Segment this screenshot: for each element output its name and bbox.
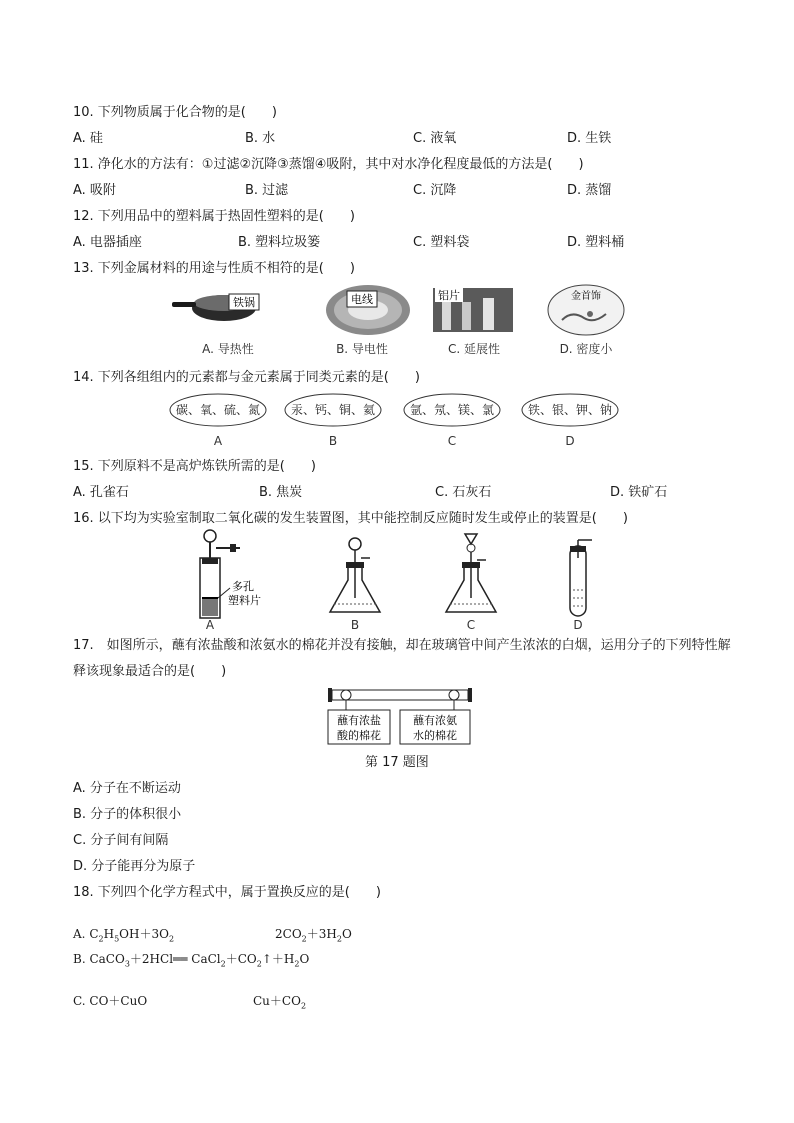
jewelry-label: 金首饰 xyxy=(571,291,601,302)
wok-image xyxy=(172,294,259,321)
q14-letter-d: D xyxy=(565,434,575,448)
q16-letter-a: A xyxy=(205,618,215,632)
wok-label: 铁锅 xyxy=(233,296,255,309)
q17-right-box-line-2: 水的棉花 xyxy=(413,729,457,742)
q15-option-b[interactable]: B. 焦炭 xyxy=(259,485,303,500)
q13-caption-b: B. 导电性 xyxy=(336,342,388,356)
q12-option-d[interactable]: D. 塑料桶 xyxy=(567,235,625,250)
q14-group-c: 氩、氖、镁、氯 xyxy=(409,403,495,417)
q14-letter-c: C xyxy=(447,434,457,448)
q17-option-d[interactable]: D. 分子能再分为原子 xyxy=(73,859,196,874)
q17-figure xyxy=(326,684,476,746)
q14-letter-a: A xyxy=(213,434,223,448)
q18-option-a-products: $2CO_2+3H_2O$ xyxy=(275,927,352,944)
q15-option-d[interactable]: D. 铁矿石 xyxy=(610,485,668,500)
question-10-stem: 10. 下列物质属于化合物的是( ) xyxy=(73,105,277,120)
aluminum-label: 铝片 xyxy=(438,289,460,302)
question-12-stem: 12. 下列用品中的塑料属于热固性塑料的是( ) xyxy=(73,209,355,224)
q14-figure xyxy=(168,390,628,450)
q14-group-a: 碳、氧、硫、氮 xyxy=(175,403,261,417)
question-13-stem: 13. 下列金属材料的用途与性质不相符的是( ) xyxy=(73,261,355,276)
q11-option-b[interactable]: B. 过滤 xyxy=(245,183,289,198)
q17-option-c[interactable]: C. 分子间有间隔 xyxy=(73,833,169,848)
q13-caption-c: C. 延展性 xyxy=(447,342,501,356)
question-17-stem: 17. 如图所示，蘸有浓盐酸和浓氨水的棉花并没有接触，却在玻璃管中间产生浓浓的白烟，运用分子的下列特性解释该现象最适合的是( ) xyxy=(73,638,731,679)
porous-plate-label-1: 多孔 xyxy=(232,580,254,593)
q17-option-b[interactable]: B. 分子的体积很小 xyxy=(73,807,182,822)
q13-caption-d: D. 密度小 xyxy=(559,342,613,356)
gold-jewelry-image xyxy=(548,285,624,335)
q11-option-d[interactable]: D. 蒸馏 xyxy=(567,183,612,198)
question-14-stem: 14. 下列各组组内的元素都与金元素属于同类元素的是( ) xyxy=(73,370,420,385)
question-16-stem: 16. 以下均为实验室制取二氧化碳的发生装置图，其中能控制反应随时发生或停止的装置是( ) xyxy=(73,511,628,526)
apparatus-d xyxy=(570,540,592,616)
q10-option-d[interactable]: D. 生铁 xyxy=(567,131,612,146)
aluminum-foil-image xyxy=(433,288,513,332)
q10-option-a[interactable]: A. 硅 xyxy=(73,131,103,146)
q15-option-a[interactable]: A. 孔雀石 xyxy=(73,485,129,500)
q18-option-b[interactable]: B. CaCO$_3$＋2HCl══ $CaCl_2+CO_2↑+H_2O$ xyxy=(73,952,310,969)
q17-left-box-line-1: 蘸有浓盐 xyxy=(337,714,381,727)
q10-option-b[interactable]: B. 水 xyxy=(245,131,276,146)
q12-option-b[interactable]: B. 塑料垃圾篓 xyxy=(238,235,321,250)
q11-option-a[interactable]: A. 吸附 xyxy=(73,183,116,198)
q16-letter-d: D xyxy=(573,618,583,632)
q18-option-c[interactable]: C. CO＋CuO xyxy=(73,994,148,1008)
q15-option-c[interactable]: C. 石灰石 xyxy=(435,485,492,500)
q16-letter-c: C xyxy=(466,618,476,632)
q14-group-b: 汞、钙、铜、氦 xyxy=(290,403,376,417)
q13-figure xyxy=(170,282,640,360)
apparatus-c xyxy=(446,534,496,612)
q13-caption-a: A. 导热性 xyxy=(202,342,254,356)
q12-option-c[interactable]: C. 塑料袋 xyxy=(413,235,470,250)
q17-option-a[interactable]: A. 分子在不断运动 xyxy=(73,781,181,796)
q17-left-box-line-2: 酸的棉花 xyxy=(337,729,381,742)
wire-label: 电线 xyxy=(351,293,373,306)
q11-option-c[interactable]: C. 沉降 xyxy=(413,183,457,198)
porous-plate-label-2: 塑料片 xyxy=(228,594,261,607)
q17-figure-caption: 第 17 题图 xyxy=(365,755,429,770)
q18-option-a[interactable]: A. $C_2H_5OH+3O_2$ xyxy=(73,927,175,944)
q14-letter-b: B xyxy=(328,434,338,448)
q16-figure xyxy=(180,528,610,632)
apparatus-b xyxy=(330,538,380,612)
wire-coil-image xyxy=(326,285,410,335)
q12-option-a[interactable]: A. 电器插座 xyxy=(73,235,142,250)
apparatus-a xyxy=(200,530,261,618)
question-18-stem: 18. 下列四个化学方程式中，属于置换反应的是( ) xyxy=(73,885,381,900)
q18-option-c-products: $Cu+CO_2$ xyxy=(253,994,307,1011)
question-15-stem: 15. 下列原料不是高炉炼铁所需的是( ) xyxy=(73,459,316,474)
q16-letter-b: B xyxy=(350,618,360,632)
q14-group-d: 铁、银、钾、钠 xyxy=(527,403,613,417)
q17-right-box-line-1: 蘸有浓氨 xyxy=(413,714,457,727)
question-11-stem: 11. 净化水的方法有：①过滤②沉降③蒸馏④吸附，其中对水净化程度最低的方法是( ) xyxy=(73,157,584,172)
q10-option-c[interactable]: C. 液氧 xyxy=(413,131,457,146)
